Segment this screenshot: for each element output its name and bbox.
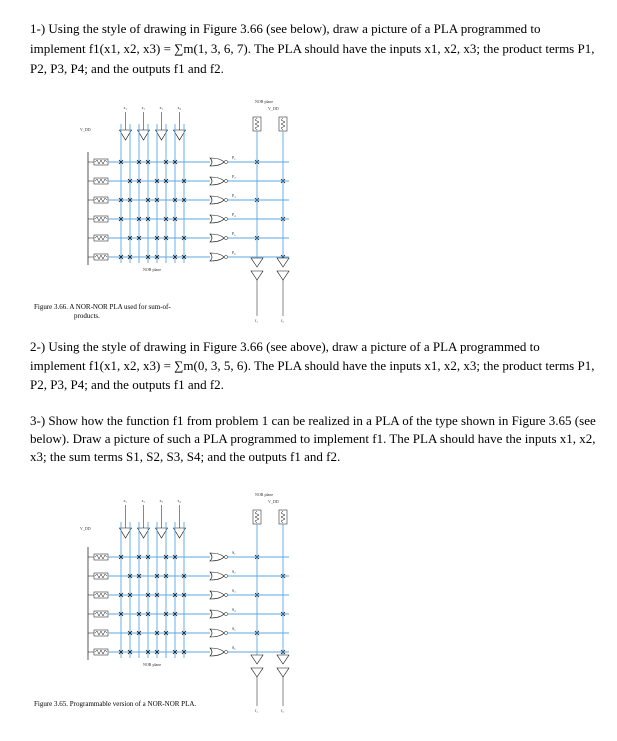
problem-1-text: 1-) Using the style of drawing in Figure 3.66 (see below), draw a picture of a PLA programmed to implement f1(x1, x2, x3) = ∑m(1, 3, 6, 7). The PLA should have the inputs x1, x2, x3; the product terms P1, P2, P3, P4; and the outputs f1 and f2. <box>30 21 595 76</box>
vdd-label: V_DD <box>80 127 91 132</box>
output-buffer <box>251 668 263 677</box>
term-label: P₂ <box>232 174 236 179</box>
input-label: x₄ <box>177 498 181 503</box>
inversion-bubble <box>224 574 227 577</box>
term-label: P₆ <box>232 250 236 255</box>
nor-gate <box>210 648 224 656</box>
nor-gate <box>210 553 224 561</box>
input-label: x₁ <box>123 498 127 503</box>
nor-plane-label: NOR plane <box>255 492 274 497</box>
term-label: S₄ <box>232 607 236 612</box>
output-label: f₁ <box>255 708 258 713</box>
nor-plane-label: NOR plane <box>143 267 162 272</box>
inversion-bubble <box>224 593 227 596</box>
caption-line-2: products. <box>74 312 100 320</box>
nor-plane-label: NOR plane <box>143 662 162 667</box>
input-label: x₂ <box>141 498 145 503</box>
term-label: S₃ <box>232 588 236 593</box>
term-label: S₂ <box>232 569 236 574</box>
input-label: x₂ <box>141 105 145 110</box>
problem-2-text: 2-) Using the style of drawing in Figure 3.66 (see above), draw a picture of a PLA programmed to implement f1(x1, x2, x3) = ∑m(0, 3, 5, 6). The PLA should have the inputs x1, x2, x3; the product terms P1, P2, P3, P4; and the outputs f1 and f2. <box>30 339 595 392</box>
nor-gate <box>210 629 224 637</box>
output-label: f₂ <box>281 318 284 323</box>
output-buffer <box>277 668 289 677</box>
output-label: f₁ <box>255 318 258 323</box>
inversion-bubble <box>224 631 227 634</box>
input-label: x₃ <box>159 498 163 503</box>
term-label: S₆ <box>232 645 236 650</box>
term-label: P₄ <box>232 212 236 217</box>
problem-3-text: 3-) Show how the function f1 from problem 1 can be realized in a PLA of the type shown in Figure 3.65 (see below). Draw a picture of such a PLA programmed to implement f1. The PLA should have the inputs x1, x2, x3; the sum terms S1, S2, S3, S4; and the outputs f1 and f2. <box>30 413 596 464</box>
inversion-bubble <box>224 650 227 653</box>
term-label: S₅ <box>232 626 236 631</box>
output-label: f₂ <box>281 708 284 713</box>
output-buffer <box>277 655 289 664</box>
term-label: P₃ <box>232 193 236 198</box>
pullup-resistor <box>253 510 261 524</box>
figure-3-65-caption: Figure 3.65. Programmable version of a NOR-NOR PLA. <box>34 700 197 708</box>
caption-line-1: Figure 3.66. A NOR-NOR PLA used for sum-of- <box>34 303 171 311</box>
nor-gate <box>210 591 224 599</box>
term-label: S₁ <box>232 550 236 555</box>
term-label: P₁ <box>232 155 236 160</box>
output-buffer <box>251 655 263 664</box>
input-label: x₄ <box>177 105 181 110</box>
vdd-label: V_DD <box>268 106 279 111</box>
input-label: x₁ <box>123 105 127 110</box>
nor-gate <box>210 610 224 618</box>
inversion-bubble <box>224 555 227 558</box>
pullup-resistor <box>279 510 287 524</box>
term-label: P₅ <box>232 231 236 236</box>
vdd-label: V_DD <box>268 499 279 504</box>
nor-plane-label: NOR plane <box>255 99 274 104</box>
vdd-label: V_DD <box>80 526 91 531</box>
inversion-bubble <box>224 612 227 615</box>
nor-gate <box>210 572 224 580</box>
input-label: x₃ <box>159 105 163 110</box>
